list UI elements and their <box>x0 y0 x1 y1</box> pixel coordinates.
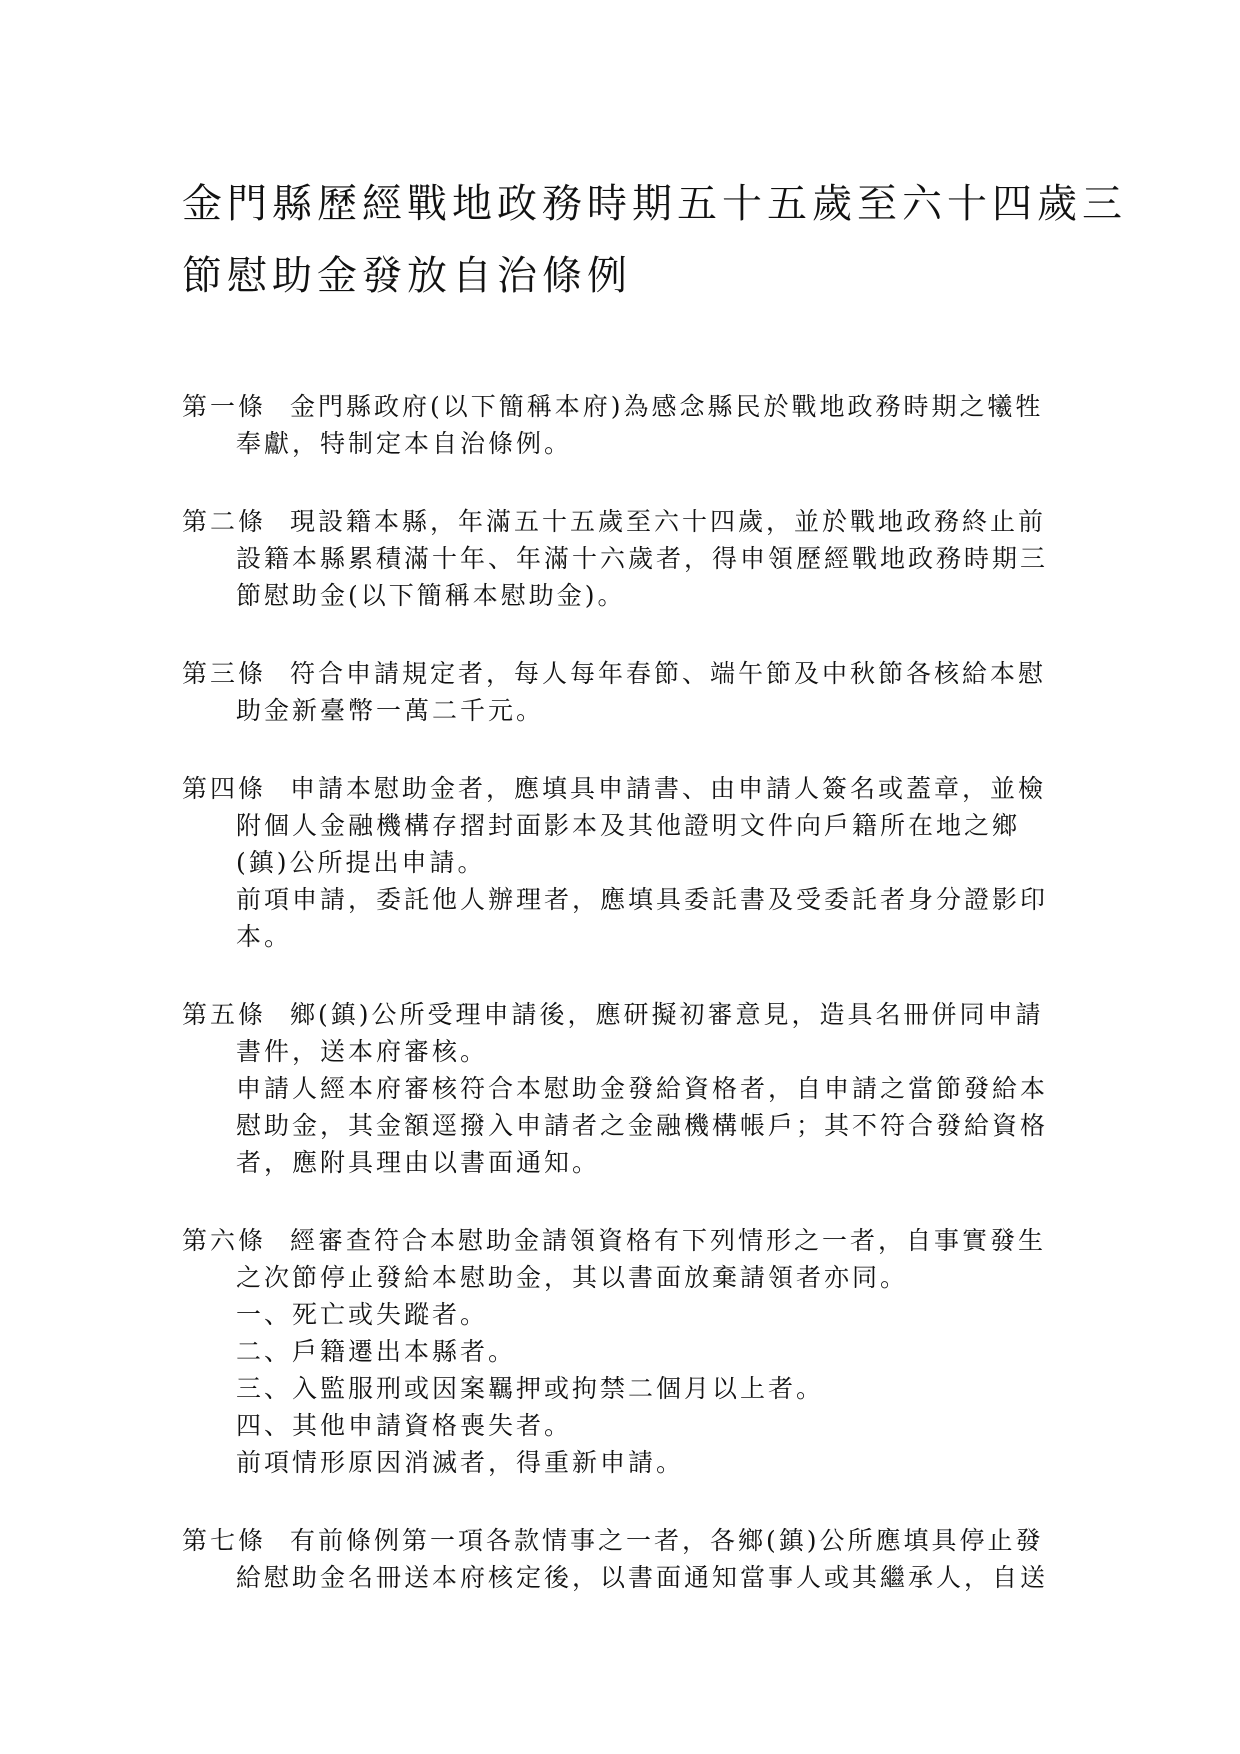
article-text: 申請本慰助金者，應填具申請書、由申請人簽名或蓋章，並檢 <box>290 774 1047 803</box>
document-title <box>182 168 1127 312</box>
article-first-line <box>182 1222 1082 1259</box>
article-first-line <box>182 996 1082 1033</box>
article-number: 第六條 <box>182 1226 267 1255</box>
article-continuation-line: 一、死亡或失蹤者。 <box>236 1300 489 1329</box>
article-continuation-line: 之次節停止發給本慰助金，其以書面放棄請領者亦同。 <box>236 1263 909 1292</box>
article-continuation-line: 助金新臺幣一萬二千元。 <box>236 696 545 725</box>
article-continuation-line: 者，應附具理由以書面通知。 <box>236 1148 601 1177</box>
article-number: 第五條 <box>182 1000 267 1029</box>
article-continuation-line: 設籍本縣累積滿十年、年滿十六歲者，得申領歷經戰地政務時期三 <box>236 544 1049 573</box>
article-number: 第三條 <box>182 659 267 688</box>
article-text: 有前條例第一項各款情事之一者，各鄉(鎮)公所應填具停止發 <box>290 1526 1044 1555</box>
article-first-line <box>182 388 1082 425</box>
article-first-line <box>182 1522 1082 1559</box>
articles-list <box>182 388 1082 1637</box>
article-number: 第二條 <box>182 507 267 536</box>
article-continuation-line: 附個人金融機構存摺封面影本及其他證明文件向戶籍所在地之鄉 <box>236 811 1021 840</box>
article-number: 第七條 <box>182 1526 267 1555</box>
article-continuation-line: 三、入監服刑或因案羈押或拘禁二個月以上者。 <box>236 1374 825 1403</box>
article-continuation-line: 書件，送本府審核。 <box>236 1037 489 1066</box>
article-text: 經審查符合本慰助金請領資格有下列情形之一者，自事實發生 <box>290 1226 1047 1255</box>
article <box>182 1222 1082 1481</box>
article-text: 金門縣政府(以下簡稱本府)為感念縣民於戰地政務時期之犧牲 <box>290 392 1044 421</box>
article-text: 現設籍本縣，年滿五十五歲至六十四歲，並於戰地政務終止前 <box>290 507 1047 536</box>
article-number: 第一條 <box>182 392 267 421</box>
title-line-2: 節慰助金發放自治條例 <box>182 253 632 299</box>
article-continuation-line: 前項情形原因消滅者，得重新申請。 <box>236 1448 685 1477</box>
article-continuation-line: 本。 <box>236 922 293 951</box>
article-first-line <box>182 770 1082 807</box>
article-continuation-line: 節慰助金(以下簡稱本慰助金)。 <box>236 581 626 610</box>
article-continuation-line: 二、戶籍遷出本縣者。 <box>236 1337 517 1366</box>
article-continuation-line: 申請人經本府審核符合本慰助金發給資格者，自申請之當節發給本 <box>236 1074 1049 1103</box>
article <box>182 1522 1082 1596</box>
article-continuation-line: 給慰助金名冊送本府核定後，以書面通知當事人或其繼承人，自送 <box>236 1563 1049 1592</box>
article-first-line <box>182 503 1082 540</box>
article-continuation-line: 前項申請，委託他人辦理者，應填具委託書及受委託者身分證影印 <box>236 885 1049 914</box>
article <box>182 655 1082 729</box>
article <box>182 388 1082 462</box>
title-line-1: 金門縣歷經戰地政務時期五十五歲至六十四歲三 <box>182 181 1127 227</box>
article-continuation-line: 四、其他申請資格喪失者。 <box>236 1411 573 1440</box>
article-first-line <box>182 655 1082 692</box>
article <box>182 996 1082 1181</box>
article-continuation-line: (鎮)公所提出申請。 <box>236 848 486 877</box>
article-number: 第四條 <box>182 774 267 803</box>
article-text: 符合申請規定者，每人每年春節、端午節及中秋節各核給本慰 <box>290 659 1047 688</box>
article-continuation-line: 慰助金，其金額逕撥入申請者之金融機構帳戶；其不符合發給資格 <box>236 1111 1049 1140</box>
article <box>182 503 1082 614</box>
article-continuation-line: 奉獻，特制定本自治條例。 <box>236 429 573 458</box>
article-text: 鄉(鎮)公所受理申請後，應研擬初審意見，造具名冊併同申請 <box>290 1000 1044 1029</box>
article <box>182 770 1082 955</box>
